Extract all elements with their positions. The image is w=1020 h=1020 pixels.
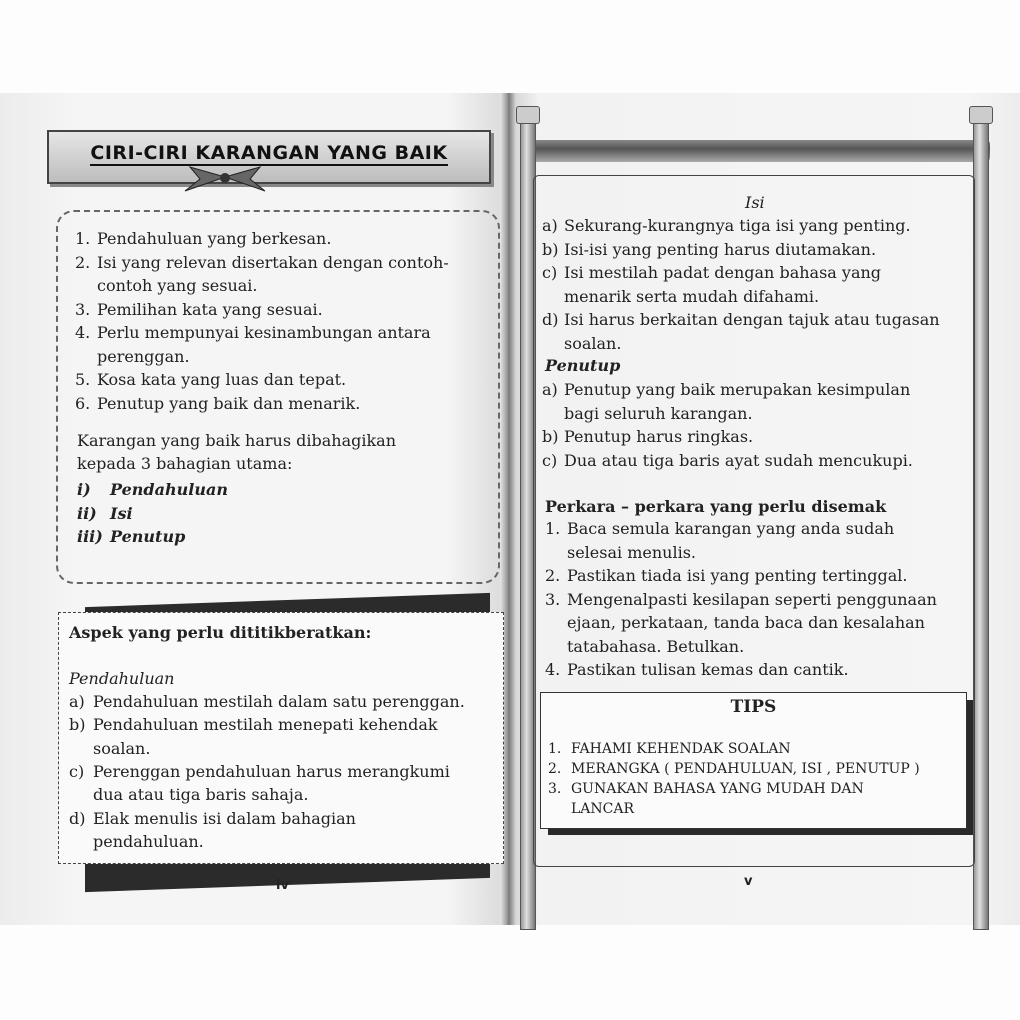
part-label: Penutup (110, 527, 186, 546)
semak-item-text: Pastikan tulisan kemas dan cantik. (567, 660, 849, 679)
scroll-rod (520, 140, 990, 162)
isi-item-num: c) (542, 263, 558, 282)
isi-item-text: Sekurang-kurangnya tiga isi yang penting. (564, 216, 911, 235)
quality-item-num: 2. (75, 252, 91, 272)
part-label: Pendahuluan (110, 480, 228, 499)
isi-item-text: Isi mestilah padat dengan bahasa yang (564, 263, 882, 282)
post-cap-left (516, 106, 540, 124)
penutup-item-text: bagi seluruh karangan. (564, 403, 753, 423)
isi-item-text: Isi harus berkaitan dengan tajuk atau tugasan (564, 310, 940, 329)
semak-item-num: 1. (545, 519, 561, 538)
aspect-item-num: c) (69, 761, 85, 781)
intro-line: Karangan yang baik harus dibahagikan (77, 431, 397, 450)
quality-item-num: 5. (75, 370, 91, 389)
semak-item-num: 2. (545, 566, 561, 585)
isi-item-text: Isi-isi yang penting harus diutamakan. (564, 239, 877, 259)
quality-item-text: Pendahuluan yang berkesan. (97, 229, 332, 248)
isi-item-num: d) (542, 310, 559, 329)
tips-text: MERANGKA ( PENDAHULUAN, ISI , PENUTUP ) (571, 761, 920, 777)
tips-title: TIPS (730, 697, 777, 717)
penutup-heading: Penutup (545, 356, 621, 375)
isi-item-text: soalan. (564, 333, 622, 353)
aspect-item-num: d) (69, 808, 86, 828)
isi-item-num: b) (542, 239, 559, 259)
isi-heading: Isi (745, 193, 765, 212)
quality-item-text: Kosa kata yang luas dan tepat. (97, 370, 347, 389)
part-label: Isi (110, 503, 133, 523)
quality-item-text: Penutup yang baik dan menarik. (97, 393, 361, 413)
semak-item-text: ejaan, perkataan, tanda baca dan kesalahan (567, 613, 925, 632)
penutup-item-text: Dua atau tiga baris ayat sudah mencukupi. (564, 450, 913, 470)
semak-item-text: selesai menulis. (567, 542, 696, 562)
page-title: CIRI-CIRI KARANGAN YANG BAIK (90, 142, 448, 164)
page-number-left: iv (276, 878, 289, 893)
isi-item-num: a) (542, 216, 558, 235)
aspect-item-text: soalan. (93, 738, 151, 758)
semak-item-num: 3. (545, 589, 561, 609)
penutup-item-num: a) (542, 380, 558, 399)
semak-item-text: tatabahasa. Betulkan. (567, 636, 745, 656)
quality-item-num: 4. (75, 323, 91, 342)
quality-item-text: Pemilihan kata yang sesuai. (97, 299, 323, 319)
ribbon-bow-icon (180, 165, 270, 195)
semak-item-text: Mengenalpasti kesilapan seperti penggunaan (567, 589, 937, 609)
semak-item-text: Pastikan tiada isi yang penting tertinggal. (567, 566, 908, 585)
aspect-item-text: Pendahuluan mestilah menepati kehendak (93, 715, 438, 735)
penutup-item-num: b) (542, 427, 559, 446)
part-num: i) (77, 480, 91, 499)
tips-num: 3. (548, 781, 562, 797)
part-num: ii) (77, 503, 97, 523)
aspect-heading: Aspek yang perlu dititikberatkan: (69, 623, 372, 642)
page-number-right: v (744, 874, 753, 889)
aspect-item-text: Perenggan pendahuluan harus merangkumi (93, 761, 450, 781)
tips-text: LANCAR (571, 801, 635, 817)
quality-item-num: 6. (75, 393, 91, 413)
tips-num: 1. (548, 741, 562, 757)
aspect-item-text: dua atau tiga baris sahaja. (93, 785, 309, 805)
penutup-item-num: c) (542, 450, 558, 470)
penutup-item-text: Penutup yang baik merupakan kesimpulan (564, 380, 911, 399)
tips-text: GUNAKAN BAHASA YANG MUDAH DAN (571, 781, 864, 797)
quality-item-num: 3. (75, 299, 91, 319)
aspect-item-text: Elak menulis isi dalam bahagian (93, 808, 356, 828)
scroll-post-right (973, 118, 989, 930)
aspect-item-text: pendahuluan. (93, 831, 204, 851)
quality-item-text: contoh yang sesuai. (97, 276, 258, 295)
aspect-subheading: Pendahuluan (69, 669, 175, 688)
tips-num: 2. (548, 761, 562, 777)
semak-item-num: 4. (545, 660, 561, 679)
quality-item-text: Isi yang relevan disertakan dengan contoh- (97, 252, 449, 272)
semak-item-text: Baca semula karangan yang anda sudah (567, 519, 895, 538)
aspect-item-text: Pendahuluan mestilah dalam satu perenggan. (93, 692, 465, 711)
penutup-item-text: Penutup harus ringkas. (564, 427, 754, 446)
semak-heading: Perkara – perkara yang perlu disemak (545, 497, 887, 516)
post-cap-right (969, 106, 993, 124)
quality-item-num: 1. (75, 229, 91, 248)
aspect-item-num: b) (69, 715, 86, 735)
quality-item-text: perenggan. (97, 346, 190, 366)
tips-text: FAHAMI KEHENDAK SOALAN (571, 741, 791, 757)
quality-item-text: Perlu mempunyai kesinambungan antara (97, 323, 431, 342)
part-num: iii) (77, 527, 103, 546)
isi-item-text: menarik serta mudah difahami. (564, 286, 820, 306)
intro-line: kepada 3 bahagian utama: (77, 454, 293, 473)
aspect-item-num: a) (69, 692, 85, 711)
